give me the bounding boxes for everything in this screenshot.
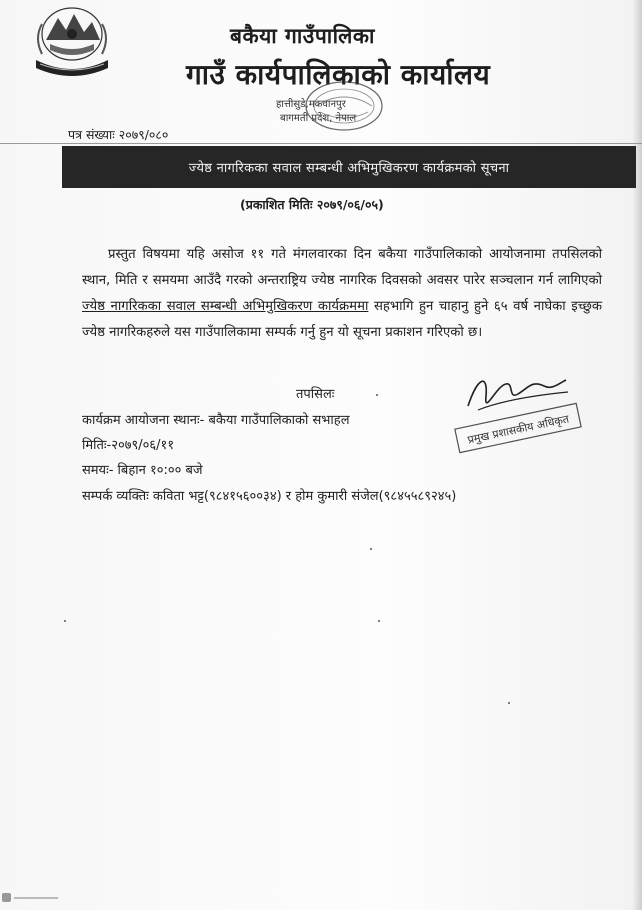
office-stamp-icon bbox=[302, 78, 386, 134]
scan-speck bbox=[64, 620, 66, 622]
details-heading: तपसिलः bbox=[296, 387, 335, 402]
body-text-part2: सहभागि हुन चाहानु हुने ६५ वर्ष नाघेका इच्छुक ज्येष्ठ नागरिकहरुले यस गाउँपालिकामा सम्पर्क गर्नु हुन यो सूचना प्रकाशन गरिएको छ। bbox=[82, 299, 602, 340]
notice-body bbox=[82, 242, 602, 346]
scan-speck bbox=[376, 394, 378, 396]
scanner-watermark-icon bbox=[2, 892, 62, 904]
program-name-underlined: ज्येष्ठ नागरिकका सवाल सम्बन्धी अभिमुखिकरण कार्यक्रममा bbox=[82, 299, 369, 314]
notice-title: ज्येष्ठ नागरिकका सवाल सम्बन्धी अभिमुखिकरण कार्यक्रमको सूचना bbox=[188, 161, 510, 176]
detail-date: मितिः-२०७९/०६/११ bbox=[82, 438, 175, 453]
officer-title: प्रमुख प्रशासकीय अधिकृत bbox=[466, 412, 571, 447]
notice-title-banner bbox=[62, 146, 636, 188]
org-name: बकैया गाउँपालिका bbox=[230, 24, 375, 48]
scan-speck bbox=[378, 620, 380, 622]
handwritten-signature-icon bbox=[468, 380, 566, 406]
detail-time: समयः- बिहान १०:०० बजे bbox=[82, 463, 203, 478]
body-text-part1: प्रस्तुत विषयमा यहि असोज ११ गते मंगलवारका दिन बकैया गाउँपालिकाको आयोजनामा तपसिलको स्थान, मिति र समयमा आउँदै गरको अन्तराष्ट्रिय ज्येष्ठ नागरिक दिवसको अवसर पारेर सञ्चलान गर्न लागिएको bbox=[82, 247, 602, 288]
detail-venue: कार्यक्रम आयोजना स्थानः- बकैया गाउँपालिकाको सभाहल bbox=[82, 413, 350, 428]
scan-speck bbox=[370, 548, 372, 550]
published-date: (प्रकाशित मितिः २०७९/०६/०५) bbox=[240, 197, 384, 212]
scan-edge-shadow bbox=[632, 0, 642, 910]
address-line-2: बागमती प्रदेश, नेपाल bbox=[280, 113, 357, 124]
detail-contact: सम्पर्क व्यक्तिः कविता भट्ट(९८४१५६००३४) र होम कुमारी संजेल(९८४५५८९२४५) bbox=[82, 489, 457, 504]
scan-speck bbox=[508, 702, 510, 704]
government-emblem-icon bbox=[28, 4, 116, 78]
address-line-1: हात्तीसुडे,मकवानपुर bbox=[276, 99, 346, 110]
officer-signature-stamp bbox=[448, 366, 588, 458]
header-divider bbox=[0, 143, 642, 144]
reference-number: पत्र संख्याः २०७९/०८० bbox=[68, 127, 169, 142]
office-name: गाउँ कार्यपालिकाको कार्यालय bbox=[186, 58, 491, 91]
